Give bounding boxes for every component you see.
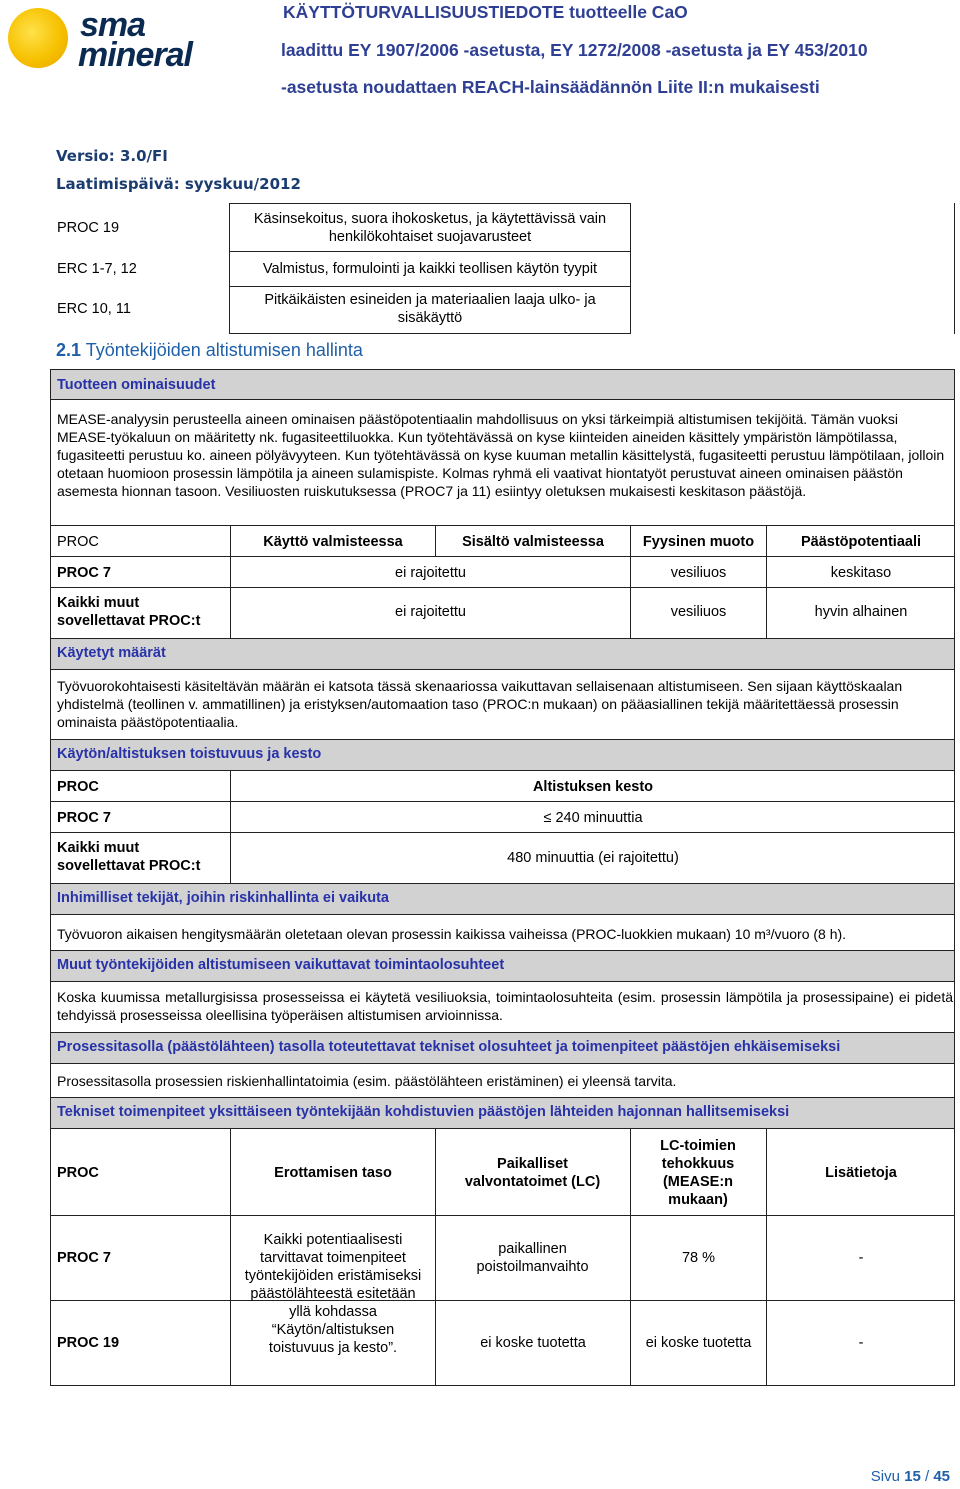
product-properties-text: MEASE-analyysin perusteella aineen ominaisen päästöpotentiaalin mahdollisuus on yksi tärkeimpiä altistumisen tekijöitä. Tämän vuoksi MEASE-työkaluun on määritetty nk. fugasiteettiluokka. Kun työtehtävässä on kyse kiinteiden aineiden käsittely ympäristön lämpötilassa, fugasiteetti perustuu ko. aineen pölyävyyteen. Kun työtehtävässä on kyse kuuman metallin käsittelystä, fugasiteetti perustuu lämpötilaan, jolloin otetaan huomioon prosessin lämpötila ja aineen sulamispiste. Kolmas ryhmä eli vaativat hiontatyöt perustuvat aineen ominaisen päästön asemesta hionnan tasoon. Vesiliuosten ruiskutuksessa (PROC7 ja 11) esiintyy oletuksen mukaisesti keskitason päästöjä. xyxy=(57,411,945,499)
table-cell: ei rajoitettu xyxy=(395,565,466,581)
human-factors-text: Työvuoron aikaisen hengitysmäärän oletetaan olevan prosessin kaikissa vaiheissa (PROC-luokkien mukaan) 10 m³/vuoro (8 h). xyxy=(57,926,847,942)
table-cell-proc: PROC 7 xyxy=(57,1250,111,1266)
table-cell: 480 minuuttia (ei rajoitettu) xyxy=(507,850,679,866)
sun-logo-icon xyxy=(8,8,68,68)
frequency-label: Käytön/altistuksen toistuvuus ja kesto xyxy=(57,746,322,762)
document-subtitle-1: laadittu EY 1907/2006 -asetusta, EY 1272/2008 -asetusta ja EY 453/2010 xyxy=(281,40,868,60)
top-row-code: ERC 10, 11 xyxy=(57,301,131,317)
table-cell-proc: PROC 7 xyxy=(57,810,111,826)
table-cell: vesiliuos xyxy=(670,604,727,620)
version: Versio: 3.0/FI xyxy=(56,147,168,165)
table-cell-proc: PROC 19 xyxy=(57,1335,120,1351)
creation-date: Laatimispäivä: syyskuu/2012 xyxy=(56,175,301,193)
top-row-code: PROC 19 xyxy=(57,220,120,236)
table-header: PROC xyxy=(57,534,99,550)
technical-measures-label: Tekniset toimenpiteet yksittäiseen työntekijään kohdistuvien päästöjen lähteiden hajonnan hallitsemiseksi xyxy=(57,1104,790,1120)
product-properties-label: Tuotteen ominaisuudet xyxy=(57,377,216,393)
top-row-desc: Käsinsekoitus, suora ihokosketus, ja käytettävissä vain henkilökohtaiset suojavarusteet xyxy=(253,211,607,245)
table-header: Erottamisen taso xyxy=(274,1165,392,1181)
table-header: PROC xyxy=(57,1165,99,1181)
table-cell: hyvin alhainen xyxy=(814,604,908,620)
top-row-desc: Valmistus, formulointi ja kaikki teollisen käytön tyypit xyxy=(262,261,598,277)
table-cell: ei rajoitettu xyxy=(395,604,466,620)
process-level-text: Prosessitasolla prosessien riskienhallintatoimia (esim. päästölähteen eristäminen) ei yleensä tarvita. xyxy=(57,1073,677,1089)
page-separator: / xyxy=(924,1468,930,1485)
section-title: Työntekijöiden altistumisen hallinta xyxy=(85,340,363,360)
table-header: Fyysinen muoto xyxy=(642,534,755,550)
table-cell-proc: Kaikki muut sovellettavat PROC:t xyxy=(57,595,201,629)
table-header: PROC xyxy=(57,779,99,795)
top-row-code: ERC 1-7, 12 xyxy=(57,261,137,277)
table-header: Paikalliset valvontatoimet (LC) xyxy=(464,1156,601,1190)
table-cell: ei koske tuotetta xyxy=(645,1335,752,1351)
table-header: Käyttö valmisteessa xyxy=(263,534,403,550)
logo-text-line2: mineral xyxy=(78,36,192,74)
table-cell: paikallinen poistoilmanvaihto xyxy=(476,1241,589,1275)
table-header: Päästöpotentiaali xyxy=(800,534,922,550)
amounts-label: Käytetyt määrät xyxy=(57,645,166,661)
table-header: Lisätietoja xyxy=(825,1165,897,1181)
amounts-text: Työvuorokohtaisesti käsiteltävän määrän ei katsota tässä skenaariossa vaikuttavan sellaisenaan altistumiseen. Sen sijaan käyttöskaalan yhdistelmä (teollinen v. ammatillinen) ja eristyksen/automaation taso (PROC:n mukaan) on pääasiallinen tekijä määritettäessä prosessin ominaista päästöpotentiaalia. xyxy=(57,678,903,730)
top-row-desc: Pitkäikäisten esineiden ja materiaalien laaja ulko- ja sisäkäyttö xyxy=(264,292,596,326)
table-cell-proc: Kaikki muut sovellettavat PROC:t xyxy=(57,840,201,874)
page-number xyxy=(871,1468,950,1485)
separation-level-text: Kaikki potentiaalisesti tarvittavat toimenpiteet työntekijöiden eristämiseksi päästölähteestä esitetään yllä kohdassa “Käytön/altistuksen toistuvuus ja kesto”. xyxy=(244,1232,422,1356)
total-pages: 45 xyxy=(933,1468,950,1485)
human-factors-label: Inhimilliset tekijät, joihin riskinhallinta ei vaikuta xyxy=(57,890,389,906)
document-subtitle-2: -asetusta noudattaen REACH-lainsäädännön Liite II:n mukaisesti xyxy=(281,77,820,97)
section-number: 2.1 xyxy=(56,340,82,360)
document-title: KÄYTTÖTURVALLISUUSTIEDOTE tuotteelle CaO xyxy=(283,2,688,22)
table-cell: vesiliuos xyxy=(670,565,727,581)
other-conditions-text: Koska kuumissa metallurgisissa prosesseissa ei käytetä vesiliuoksia, toimintaolosuhteita (esim. prosessin lämpötila ja prosessipaine) ei pidetä tehdyissä prosesseissa oleellisina työperäisen altistumisen arvioinnissa. xyxy=(57,989,953,1023)
table-cell: 78 % xyxy=(681,1250,716,1266)
section-heading xyxy=(56,340,363,361)
current-page: 15 xyxy=(904,1468,921,1485)
process-level-label: Prosessitasolla (päästölähteen) tasolla toteutettavat tekniset olosuhteet ja toimenpiteet päästöjen ehkäisemiseksi xyxy=(57,1039,841,1055)
table-header: Altistuksen kesto xyxy=(532,779,654,795)
table-cell: keskitaso xyxy=(830,565,892,581)
table-cell: - xyxy=(858,1335,864,1351)
logo-text-line1: sma xyxy=(80,6,146,44)
page-prefix: Sivu xyxy=(870,1468,900,1485)
other-conditions-label: Muut työntekijöiden altistumiseen vaikuttavat toimintaolosuhteet xyxy=(57,957,505,973)
table-header: Sisältö valmisteessa xyxy=(462,534,604,550)
table-cell-proc: PROC 7 xyxy=(57,565,111,581)
company-logo xyxy=(6,4,256,76)
table-header: LC-toimien tehokkuus (MEASE:n mukaan) xyxy=(660,1138,736,1208)
table-cell: ≤ 240 minuuttia xyxy=(543,810,643,826)
table-cell: - xyxy=(858,1250,864,1266)
table-cell: ei koske tuotetta xyxy=(480,1335,586,1351)
